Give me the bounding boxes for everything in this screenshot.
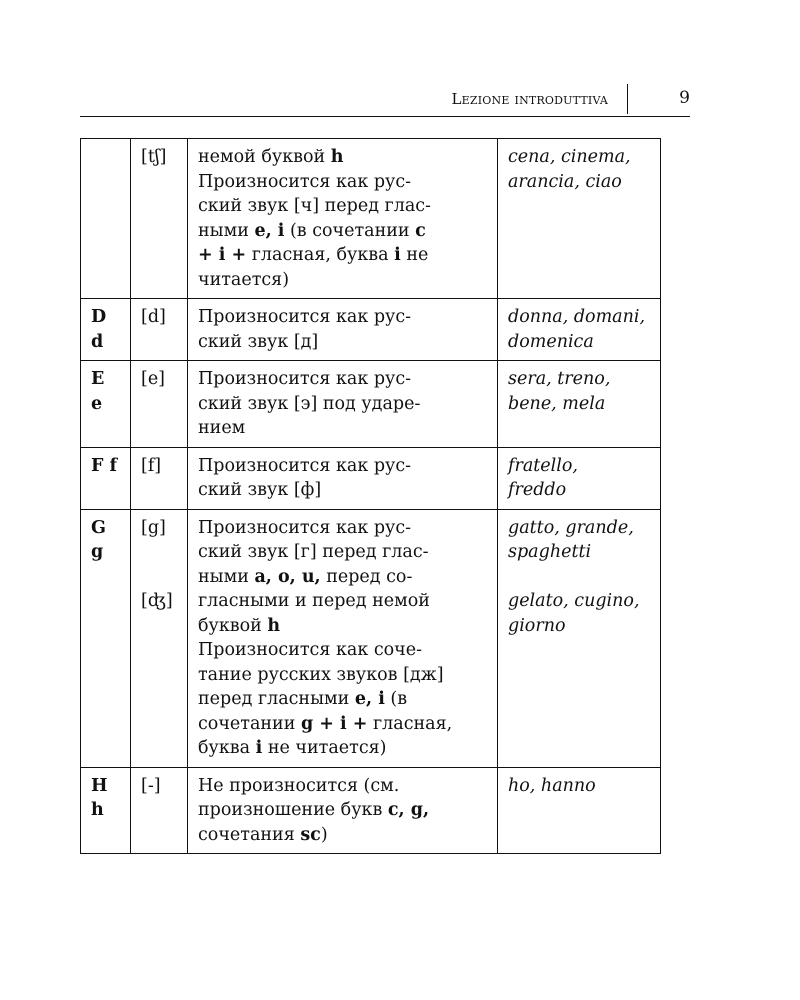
example-words: giorno: [508, 615, 566, 636]
description-text: гласная,: [367, 713, 453, 734]
description-cell: [188, 139, 498, 299]
description-line: [198, 454, 490, 479]
description-text: ский звук [э] под ударе-: [198, 393, 421, 414]
example-words: ho, hanno: [508, 775, 596, 796]
description-line: [198, 392, 490, 417]
description-text: перед гласными: [198, 689, 355, 709]
table-row: [81, 361, 661, 448]
table-row: [81, 447, 661, 509]
description-text: ными: [198, 220, 255, 241]
description-line: [198, 823, 490, 848]
description-text: ский звук [ч] перед глас-: [198, 196, 431, 216]
description-text: ными: [198, 566, 255, 587]
description-line: [198, 170, 490, 195]
example-words: spaghetti: [508, 542, 592, 562]
examples-cell: [498, 361, 661, 448]
description-line: [198, 540, 490, 565]
letter-cell: [81, 361, 131, 448]
letter-line: g: [91, 542, 104, 562]
description-line: [198, 712, 490, 737]
description-text: ): [320, 824, 328, 845]
table-row: [81, 509, 661, 767]
example-words: fratello,: [508, 455, 578, 476]
letter-line: d: [91, 331, 104, 352]
sound-cell: [131, 447, 188, 509]
description-text: перед со-: [320, 566, 413, 587]
letter-cell: [81, 447, 131, 509]
description-line: [198, 145, 490, 170]
running-head-title: Lezione introduttiva: [451, 90, 608, 108]
letter-line: G: [91, 517, 106, 538]
description-text: ский звук [д]: [198, 331, 319, 352]
description-text: сочетания: [198, 824, 301, 845]
example-words: gatto, grande,: [508, 517, 634, 538]
sound-gap: [141, 565, 180, 590]
description-line: [198, 589, 490, 614]
letter-cell: [81, 299, 131, 361]
sound-cell: [131, 767, 188, 854]
letter-line: F f: [91, 455, 118, 476]
description-cell: [188, 299, 498, 361]
description-text: Произносится как рус-: [198, 517, 412, 538]
description-line: [198, 219, 490, 244]
table-row: [81, 139, 661, 299]
emphasized-letters: c, g,: [387, 800, 430, 820]
description-line: [198, 516, 490, 541]
table-row: [81, 767, 661, 854]
phonetic-transcription: [-]: [141, 775, 161, 796]
emphasized-letters: a, o, u,: [254, 566, 321, 587]
example-words: gelato, cugino,: [508, 591, 640, 611]
description-text: читается): [198, 269, 290, 290]
sound-cell: [131, 509, 188, 767]
table-row: [81, 299, 661, 361]
phonetic-transcription: [tʃ]: [141, 147, 167, 167]
phonetic-transcription: [g]: [141, 517, 166, 538]
description-line: [198, 663, 490, 688]
examples-cell: [498, 447, 661, 509]
emphasized-letters: g + i +: [300, 713, 368, 734]
emphasized-letters: i: [255, 738, 263, 758]
emphasized-letters: e, i: [354, 689, 385, 709]
running-head: [80, 84, 690, 117]
examples-cell: [498, 767, 661, 854]
description-text: Произносится как рус-: [198, 307, 412, 327]
example-words: sera, treno,: [508, 369, 611, 389]
description-text: буква: [198, 738, 256, 758]
running-head-divider: [627, 84, 629, 114]
description-text: (в: [384, 689, 408, 709]
letter-line: h: [91, 800, 104, 820]
letter-line: D: [91, 307, 107, 327]
description-text: сочетании: [198, 713, 301, 734]
pronunciation-table: [80, 138, 661, 854]
description-line: [198, 565, 490, 590]
example-words: donna, domani,: [508, 307, 646, 327]
description-text: произношение букв: [198, 800, 388, 820]
description-text: немой буквой: [198, 147, 331, 167]
description-text: буквой: [198, 615, 268, 636]
description-text: Произносится как рус-: [198, 455, 412, 476]
emphasized-letters: e, i: [254, 220, 285, 241]
emphasized-letters: i: [394, 245, 401, 265]
letter-line: e: [91, 393, 103, 414]
description-text: гласная, буква: [246, 245, 395, 265]
letter-cell: [81, 139, 131, 299]
description-text: ский звук [ф]: [198, 480, 322, 500]
description-cell: [188, 509, 498, 767]
description-line: [198, 478, 490, 503]
description-cell: [188, 767, 498, 854]
example-words: cena, cinema,: [508, 147, 631, 167]
description-text: нием: [198, 418, 246, 438]
description-text: ский звук [г] перед глас-: [198, 542, 429, 562]
description-line: [198, 268, 490, 293]
description-text: не: [400, 245, 429, 265]
phonetic-transcription: [f]: [141, 455, 162, 476]
examples-cell: [498, 509, 661, 767]
description-line: [198, 243, 490, 268]
description-line: [198, 194, 490, 219]
description-text: Произносится как рус-: [198, 171, 412, 192]
page-number: 9: [679, 88, 690, 108]
emphasized-letters: h: [267, 615, 281, 636]
emphasized-letters: sc: [300, 824, 321, 845]
description-text: Не произносится (см.: [198, 775, 400, 796]
examples-cell: [498, 139, 661, 299]
example-gap: [508, 565, 653, 590]
example-words: freddo: [508, 480, 567, 500]
description-line: [198, 305, 490, 330]
description-cell: [188, 447, 498, 509]
description-text: не читается): [262, 738, 387, 758]
sound-cell: [131, 139, 188, 299]
description-text: Произносится как рус-: [198, 369, 412, 389]
description-line: [198, 736, 490, 761]
description-line: [198, 774, 490, 799]
phonetic-transcription: [d]: [141, 307, 166, 327]
example-words: domenica: [508, 331, 594, 352]
pronunciation-table-body: [81, 139, 661, 854]
emphasized-letters: + i +: [198, 245, 247, 265]
example-words: arancia, ciao: [508, 171, 622, 192]
examples-cell: [498, 299, 661, 361]
description-text: (в сочетании: [284, 220, 416, 241]
description-line: [198, 638, 490, 663]
letter-line: E: [91, 369, 105, 389]
description-line: [198, 330, 490, 355]
phonetic-transcription: [e]: [141, 369, 166, 389]
letter-line: H: [91, 775, 108, 796]
letter-cell: [81, 509, 131, 767]
description-text: тание русских звуков [дж]: [198, 664, 444, 685]
sound-cell: [131, 361, 188, 448]
description-cell: [188, 361, 498, 448]
sound-gap: [141, 540, 180, 565]
example-words: bene, mela: [508, 393, 606, 414]
phonetic-transcription: [ʤ]: [141, 591, 173, 611]
description-text: гласными и перед немой: [198, 591, 430, 611]
description-line: [198, 416, 490, 441]
letter-cell: [81, 767, 131, 854]
description-line: [198, 687, 490, 712]
description-line: [198, 367, 490, 392]
emphasized-letters: h: [330, 147, 344, 167]
description-text: Произносится как соче-: [198, 640, 423, 660]
description-line: [198, 798, 490, 823]
emphasized-letters: c: [415, 220, 426, 241]
description-line: [198, 614, 490, 639]
sound-cell: [131, 299, 188, 361]
